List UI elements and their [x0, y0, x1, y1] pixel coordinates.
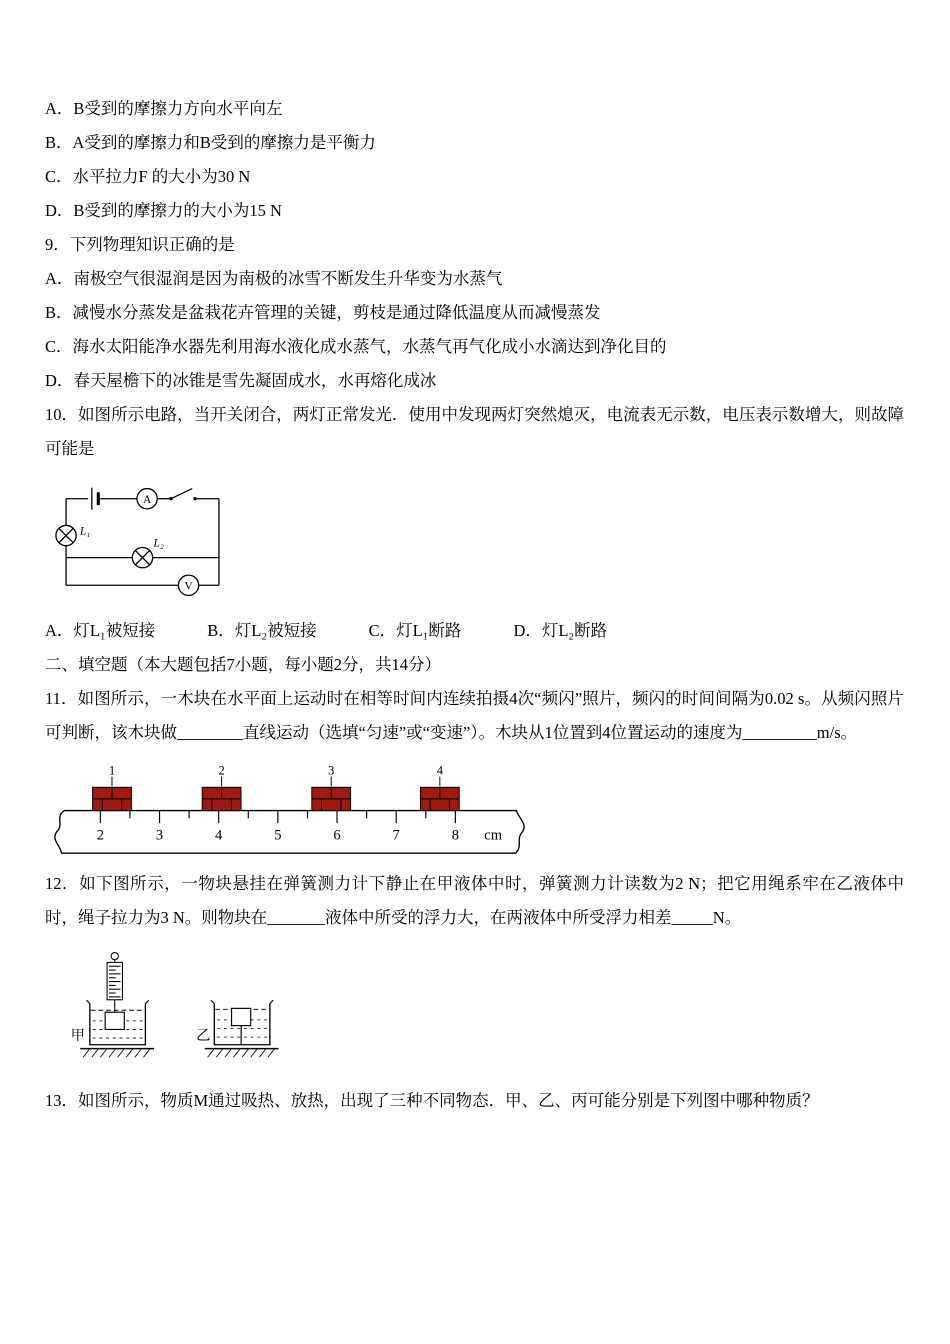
q10-option-c: C．灯L₁断路	[368, 621, 462, 640]
photo-block-1	[93, 777, 132, 811]
ruler-number: 5	[274, 827, 282, 844]
ruler-number: 2	[96, 827, 104, 844]
lamp2-label: L₂	[153, 537, 164, 550]
ground-hatch-right	[205, 1049, 279, 1058]
q9-option-d: D．春天屋檐下的冰锥是雪先凝固成水，水再熔化成冰	[45, 371, 437, 390]
beaker-jia	[86, 1000, 148, 1045]
block-jia	[105, 1012, 124, 1029]
position-label-3: 3	[328, 764, 335, 778]
ground-hatch-left	[80, 1049, 154, 1058]
switch-pivot-dot	[169, 497, 172, 500]
beakers-diagram	[59, 949, 294, 1062]
q10-option-d: D．灯L₂断路	[513, 621, 608, 640]
q8-option-c: C．水平拉力F 的大小为30 N	[45, 167, 251, 186]
section2-title: 二、填空题（本大题包括7小题，每小题2分，共14分）	[45, 655, 441, 674]
q9-option-b: B．减慢水分蒸发是盆栽花卉管理的关键，剪枝是通过降低温度从而减慢蒸发	[45, 303, 601, 322]
switch-blade	[171, 489, 192, 499]
ruler-number: 4	[215, 827, 223, 844]
q10-options-row	[45, 614, 904, 648]
q10-stem: 10．如图所示电路，当开关闭合，两灯正常发光．使用中发现两灯突然熄灭，电流表无示数，电压表示数增大，则故障可能是	[45, 405, 904, 458]
ruler-unit: cm	[484, 827, 503, 844]
spring-scale-ring	[111, 953, 118, 960]
q8-option-d: D．B受到的摩擦力的大小为15 N	[45, 201, 282, 220]
lamp1-symbol	[56, 525, 76, 545]
ruler-diagram	[47, 764, 532, 861]
q12-stem: 12．如下图所示，一物块悬挂在弹簧测力计下静止在甲液体中时，弹簧测力计读数为2 N；把它用绳系牢在乙液体中时，绳子拉力为3 N。则物块在_______液体中所受的浮力大，在两液体中所受浮力相差_____N。	[45, 874, 904, 927]
q9-stem: 9．下列物理知识正确的是	[45, 235, 235, 254]
q10-option-b: B．灯L₂被短接	[207, 621, 317, 640]
photo-block-2	[202, 777, 241, 811]
ruler-number: 6	[333, 827, 341, 844]
block-yi	[232, 1008, 251, 1025]
label-jia: 甲	[70, 1027, 86, 1044]
spring-scale	[107, 953, 122, 1013]
ruler-number: 3	[155, 827, 164, 844]
switch-contact-dot	[193, 497, 196, 500]
circuit-diagram	[55, 482, 230, 602]
q8-option-a: A．B受到的摩擦力方向水平向左	[45, 99, 283, 118]
position-label-1: 1	[108, 764, 116, 778]
q8-option-b: B．A受到的摩擦力和B受到的摩擦力是平衡力	[45, 133, 376, 152]
voltmeter-label: V	[184, 580, 193, 593]
q11-stem: 11．如图所示，一木块在水平面上运动时在相等时间内连续拍摄4次“频闪”照片，频闪的时间间隔为0.02 s。从频闪照片可判断，该木块做________直线运动（选填“匀速”或“变速”）。木块从1位置到4位置运动的速度为_________m/s。	[45, 689, 904, 742]
q10-option-a: A．灯L₁被短接	[45, 621, 156, 640]
ruler-number: 8	[451, 827, 460, 844]
q9-option-a: A．南极空气很湿润是因为南极的冰雪不断发生升华变为水蒸气	[45, 269, 503, 288]
lamp1-label: L₁	[79, 525, 91, 538]
photo-block-3	[312, 777, 351, 811]
ammeter-label: A	[142, 493, 152, 506]
photo-block-4	[420, 777, 459, 811]
q9-option-c: C．海水太阳能净水器先利用海水液化成水蒸气，水蒸气再气化成小水滴达到净化目的	[45, 337, 667, 356]
battery-symbol	[92, 488, 98, 510]
position-label-2: 2	[218, 764, 225, 778]
ruler-number: 7	[392, 827, 400, 844]
lamp2-symbol	[132, 548, 152, 568]
position-label-4: 4	[436, 764, 444, 778]
photo-blocks	[93, 777, 460, 811]
label-yi: 乙	[196, 1027, 211, 1044]
beaker-yi	[211, 1000, 273, 1045]
q13-stem: 13．如图所示，物质M通过吸热、放热，出现了三种不同物态．甲、乙、丙可能分别是下列图中哪种物质？	[45, 1091, 819, 1110]
